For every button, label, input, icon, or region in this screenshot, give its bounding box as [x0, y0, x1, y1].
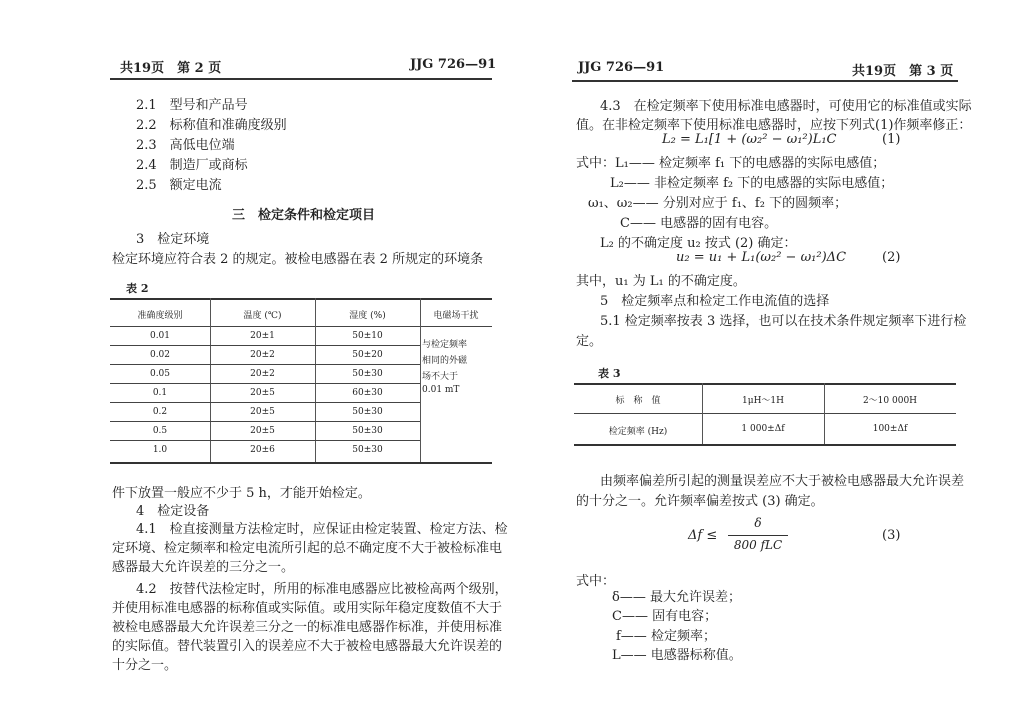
u2-intro: L₂ 的不确定度 u₂ 按式 (2) 确定：	[600, 236, 797, 251]
left-page-count: 共19页 第 2 页	[120, 61, 222, 76]
section-title: 三 检定条件和检定项目	[232, 208, 376, 223]
s42-line2: 并使用标准电感器的标称值或实际值。或用实际年稳定度数值不大于	[112, 601, 503, 616]
t2-r2-c3: 50±20	[352, 350, 383, 360]
left-header-rule	[110, 78, 492, 80]
t3-r1-c1: 标 称 值	[615, 396, 661, 406]
where3-line1: δ—— 最大允许误差；	[612, 590, 741, 605]
t3-r1-c2: 1μH～1H	[742, 396, 784, 406]
where1-line3: ω₁、ω₂—— 分别对应于 f₁、f₂ 下的圆频率；	[588, 196, 848, 211]
t3-r2-c2: 1 000±Δf	[741, 424, 785, 434]
s41-line2: 定环境、检定频率和检定电流所引起的总不确定度不大于被检标准电	[112, 541, 503, 556]
item-2-2: 2.2 标称值和准确度级别	[136, 118, 287, 133]
where1-line2: L₂—— 非检定频率 f₂ 下的电感器的实际电感值；	[610, 176, 894, 191]
s3-text: 检定环境应符合表 2 的规定。被检电感器在表 2 所规定的环境条	[112, 252, 484, 267]
eq3-denominator: 800 fLC	[733, 538, 783, 552]
s3-heading: 3 检定环境	[136, 232, 210, 247]
item-2-1: 2.1 型号和产品号	[136, 98, 248, 113]
t2-header-accuracy: 准确度级别	[137, 311, 183, 321]
t2-emf-line3: 场不大于	[422, 372, 459, 382]
s51-line1: 5.1 检定频率按表 3 选择，也可以在技术条件规定频率下进行检	[600, 314, 967, 329]
table2-label: 表 2	[126, 282, 149, 295]
t2-header-emf: 电磁场干扰	[433, 311, 479, 321]
t2-emf-line1: 与检定频率	[422, 340, 468, 350]
right-standard-code: JJG 726—91	[578, 60, 665, 75]
t2-r4-c3: 60±30	[352, 388, 383, 398]
t2-r6-c1: 0.5	[152, 426, 168, 436]
t2-r6-c3: 50±30	[352, 426, 383, 436]
t2-r5-c1: 0.2	[152, 407, 168, 417]
t2-r5-c3: 50±30	[352, 407, 383, 417]
where3-line2: C—— 固有电容；	[612, 609, 718, 624]
t2-r4-c1: 0.1	[152, 388, 168, 398]
table3-label: 表 3	[598, 367, 621, 380]
item-2-3: 2.3 高低电位端	[136, 138, 235, 153]
s51-line2: 定。	[576, 334, 603, 349]
t2-header-humidity: 湿度 (%)	[349, 311, 386, 321]
left-standard-code: JJG 726—91	[410, 57, 497, 72]
t3-r1-c3: 2～10 000H	[862, 396, 918, 406]
t2-r2-c2: 20±2	[250, 350, 275, 360]
item-2-4: 2.4 制造厂或商标	[136, 158, 248, 173]
eq3-tag: (3)	[882, 528, 901, 543]
where1-line1: 式中：L₁—— 检定频率 f₁ 下的电感器的实际电感值；	[576, 156, 886, 171]
eq3-lhs: Δf ≤	[688, 528, 718, 543]
t2-r7-c2: 20±6	[250, 445, 275, 455]
s4-heading: 4 检定设备	[136, 504, 210, 519]
where3-line4: L—— 电感器标称值。	[612, 648, 742, 663]
t2-r4-c2: 20±5	[250, 388, 275, 398]
where1-line4: C—— 电感器的固有电容。	[620, 216, 778, 231]
t2-r3-c3: 50±30	[352, 369, 383, 379]
t2-r5-c2: 20±5	[250, 407, 275, 417]
equation-2-tag: (2)	[882, 250, 901, 265]
eq3-fraction-bar	[728, 535, 788, 536]
t2-r7-c3: 50±30	[352, 445, 383, 455]
t2-r3-c2: 20±2	[250, 369, 275, 379]
t2-emf-line4: 0.01 mT	[422, 385, 460, 395]
right-page	[512, 0, 1024, 724]
s43-line1: 4.3 在检定频率下使用标准电感器时，可使用它的标准值或实际	[600, 99, 972, 114]
s42-line5: 十分之一。	[112, 658, 178, 673]
s41-line3: 感器最大允许误差的三分之一。	[112, 560, 295, 575]
where3-heading: 式中：	[576, 574, 616, 589]
s5-heading: 5 检定频率点和检定工作电流值的选择	[600, 294, 830, 309]
s42-line3: 被检电感器最大允许误差三分之一的标准电感器作标准，并使用标准	[112, 620, 503, 635]
t2-r6-c2: 20±5	[250, 426, 275, 436]
right-page-count: 共19页 第 3 页	[852, 64, 954, 79]
t2-r1-c3: 50±10	[352, 331, 383, 341]
t2-header-temp: 温度 (℃)	[243, 311, 282, 321]
t3-r2-c3: 100±Δf	[872, 424, 908, 434]
equation-1: L₂ = L₁[1 + (ω₂² − ω₁²)L₁C	[662, 132, 837, 147]
s41-line1: 4.1 检直接测量方法检定时，应保证由检定装置、检定方法、检	[136, 522, 508, 537]
eq3-numerator: δ	[754, 516, 762, 530]
t2-r1-c2: 20±1	[250, 331, 275, 341]
equation-2: u₂ = u₁ + L₁(ω₂² − ω₁²)ΔC	[676, 250, 847, 265]
s43-line2: 值。在非检定频率下使用标准电感器时，应按下列式(1)作频率修正：	[576, 118, 972, 133]
t2-r1-c1: 0.01	[149, 331, 171, 341]
s42-line1: 4.2 按替代法检定时，所用的标准电感器应比被检高两个级别，	[136, 582, 508, 597]
para-freq-line1: 由频率偏差所引起的测量误差应不大于被检电感器最大允许误差	[600, 474, 965, 489]
right-header-rule	[572, 80, 958, 82]
t2-r7-c1: 1.0	[152, 445, 168, 455]
item-2-5: 2.5 额定电流	[136, 178, 222, 193]
para-after-table: 件下放置一般应不少于 5 h，才能开始检定。	[112, 486, 371, 501]
equation-1-tag: (1)	[882, 132, 901, 147]
t3-r2-c1: 检定频率 (Hz)	[608, 427, 668, 437]
s42-line4: 的实际值。替代装置引入的误差应不大于被检电感器最大允许误差的	[112, 639, 503, 654]
t2-emf-line2: 相同的外磁	[422, 356, 468, 366]
u1-note: 其中，u₁ 为 L₁ 的不确定度。	[576, 274, 746, 289]
para-freq-line2: 的十分之一。允许频率偏差按式 (3) 确定。	[576, 494, 824, 509]
where3-line3: f—— 检定频率；	[616, 629, 716, 644]
t2-r3-c1: 0.05	[149, 369, 171, 379]
t2-r2-c1: 0.02	[149, 350, 171, 360]
